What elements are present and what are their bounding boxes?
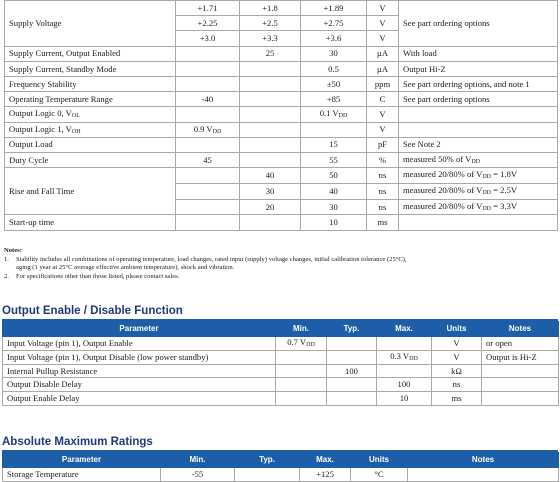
max-cell-text: +2.75 [323, 17, 344, 28]
table-row [3, 378, 559, 392]
subscript: DD [482, 206, 491, 213]
table-row [5, 76, 558, 91]
max-cell [301, 168, 367, 184]
min-cell [276, 392, 327, 406]
min-cell-text: -40 [201, 93, 214, 104]
subscript: DD [306, 342, 315, 349]
subscript: DD [482, 174, 491, 181]
parameter-cell [5, 137, 176, 152]
parameter-cell [5, 1, 176, 47]
max-cell-text: 15 [329, 139, 338, 150]
min-cell [176, 16, 240, 31]
typ-cell-text: +2.5 [262, 17, 278, 28]
units-cell [367, 46, 399, 61]
column-header: Typ. [327, 322, 377, 337]
notes-cell [399, 215, 558, 230]
column-header: Units [432, 322, 482, 337]
units-cell [367, 76, 399, 91]
column-header: Notes [408, 453, 559, 468]
absolute-max-table [2, 452, 559, 482]
column-header: Typ. [235, 453, 300, 468]
typ-cell [240, 183, 301, 199]
parameter-cell-text: Input Voltage (pin 1), Output Enable [7, 338, 133, 349]
typ-cell [240, 122, 301, 137]
units-cell [367, 122, 399, 137]
column-header: Parameter [3, 453, 161, 468]
subscript: OH [71, 128, 81, 135]
typ-cell [235, 468, 300, 482]
min-cell [176, 215, 240, 230]
note-line: For specifications other than those listed, please contact sales. [16, 273, 180, 281]
max-cell-text: 10 [329, 217, 338, 228]
units-cell [432, 350, 482, 364]
notes-cell [399, 122, 558, 137]
notes-cell-text: or open [486, 338, 513, 349]
notes-cell [399, 1, 558, 47]
electrical-spec-table [4, 0, 558, 231]
notes-cell-tail: = 2.5V [491, 185, 518, 196]
parameter-cell-text: Supply Voltage [9, 17, 62, 28]
units-cell-text: % [378, 154, 387, 165]
notes-cell [399, 61, 558, 76]
notes-cell-text: Output is Hi-Z [486, 351, 537, 362]
typ-cell [240, 31, 301, 46]
parameter-cell-text: Start-up time [9, 217, 55, 228]
min-cell [176, 199, 240, 215]
table-row [3, 350, 559, 364]
parameter-cell [5, 61, 176, 76]
parameter-cell [5, 215, 176, 230]
units-cell-text: C [379, 93, 386, 104]
units-cell-text: µA [376, 48, 389, 59]
parameter-cell [3, 350, 276, 364]
max-cell-text: 0.3 V [390, 351, 410, 362]
units-cell-text: V [379, 2, 386, 13]
subscript: DD [409, 356, 418, 363]
units-cell-text: µA [376, 63, 389, 74]
table-row [5, 168, 558, 184]
subscript: DD [338, 113, 348, 120]
typ-cell [240, 92, 301, 107]
typ-cell-text: +1.8 [262, 2, 278, 13]
notes-cell [399, 168, 558, 184]
notes-cell [399, 183, 558, 199]
min-cell [161, 468, 235, 482]
max-cell-text: 0.5 [328, 63, 339, 74]
notes-cell [399, 76, 558, 91]
absolute-max-title: Absolute Maximum Ratings [2, 436, 153, 448]
subscript: DD [212, 128, 222, 135]
notes-cell-text: See part ordering options [403, 93, 490, 104]
typ-cell-text: 40 [265, 170, 275, 181]
min-cell [176, 46, 240, 61]
typ-cell [240, 16, 301, 31]
max-cell [377, 392, 432, 406]
units-cell [367, 16, 399, 31]
table-row [3, 364, 559, 378]
parameter-cell [5, 168, 176, 215]
max-cell-text: +1.89 [323, 2, 344, 13]
units-cell [367, 137, 399, 152]
max-cell-text: 55 [329, 154, 338, 165]
max-cell-text: 50 [329, 170, 338, 181]
units-cell [432, 337, 482, 351]
typ-cell [327, 392, 377, 406]
units-cell-text: V [453, 351, 460, 362]
typ-cell [327, 364, 377, 378]
units-cell-text: V [379, 17, 386, 28]
max-cell [301, 76, 367, 91]
max-cell [301, 215, 367, 230]
units-cell-text: kΩ [451, 365, 462, 376]
notes-cell-text: Output Hi-Z [403, 63, 446, 74]
units-cell [367, 215, 399, 230]
typ-cell [240, 152, 301, 167]
notes-title: Notes: [4, 247, 22, 254]
parameter-cell-text: Output Disable Delay [7, 379, 82, 390]
column-header: Min. [161, 453, 235, 468]
typ-cell-text: 30 [265, 185, 275, 196]
units-cell [367, 183, 399, 199]
typ-cell [240, 199, 301, 215]
units-cell [432, 378, 482, 392]
output-enable-title: Output Enable / Disable Function [2, 305, 183, 317]
min-cell-text: 45 [203, 154, 212, 165]
max-cell [300, 468, 351, 482]
units-cell [367, 199, 399, 215]
table-row [5, 215, 558, 230]
min-cell [176, 107, 240, 122]
typ-cell [240, 1, 301, 16]
column-header: Max. [377, 322, 432, 337]
units-cell-text: pF [377, 139, 388, 150]
table-row [5, 1, 558, 16]
notes-cell [399, 46, 558, 61]
units-cell-text: ms [451, 393, 462, 404]
typ-cell [240, 61, 301, 76]
parameter-cell-text: Output Logic 1, V [9, 123, 72, 134]
notes-cell-text: measured 20/80% of V [403, 169, 483, 180]
table-row [5, 92, 558, 107]
typ-cell [327, 378, 377, 392]
parameter-cell-text: Supply Current, Output Enabled [9, 48, 121, 59]
min-cell-text: +1.71 [197, 2, 218, 13]
output-enable-table [2, 321, 559, 406]
max-cell-text: +85 [326, 93, 341, 104]
max-cell-text: 10 [399, 393, 409, 404]
min-cell-text: -55 [191, 469, 204, 480]
units-cell-text: ns [378, 170, 387, 181]
units-cell [367, 107, 399, 122]
parameter-cell [3, 364, 276, 378]
units-cell-text: V [379, 109, 386, 120]
parameter-cell [5, 76, 176, 91]
notes-cell [482, 350, 559, 364]
table-row [5, 107, 558, 122]
max-cell [301, 31, 367, 46]
units-cell-text: ns [378, 185, 387, 196]
notes-cell [482, 378, 559, 392]
subscript: OL [71, 113, 80, 120]
notes-cell-text: With load [403, 48, 437, 59]
typ-cell [240, 137, 301, 152]
table-row [5, 137, 558, 152]
notes-cell-text: measured 20/80% of V [403, 201, 483, 212]
min-cell [276, 378, 327, 392]
parameter-cell-text: Storage Temperature [7, 469, 79, 480]
max-cell [301, 92, 367, 107]
typ-cell [240, 46, 301, 61]
max-cell [301, 107, 367, 122]
column-header: Parameter [3, 322, 276, 337]
units-cell [367, 152, 399, 167]
notes-cell [408, 468, 559, 482]
units-cell-text: °C [374, 469, 384, 480]
max-cell-text: +125 [316, 469, 334, 480]
typ-cell [240, 76, 301, 91]
parameter-cell [3, 392, 276, 406]
max-cell-text: 40 [329, 185, 338, 196]
notes-cell-text: See part ordering options [403, 17, 490, 28]
parameter-cell-text: Supply Current, Standby Mode [9, 63, 117, 74]
units-cell [367, 31, 399, 46]
max-cell [377, 364, 432, 378]
max-cell [301, 1, 367, 16]
min-cell [276, 364, 327, 378]
min-cell [176, 92, 240, 107]
notes-cell [399, 137, 558, 152]
parameter-cell-text: Rise and Fall Time [9, 185, 75, 196]
typ-cell-text: 20 [265, 201, 275, 212]
units-cell-text: ms [377, 217, 388, 228]
note-number: 2. [4, 273, 9, 281]
notes-cell-text: measured 50% of V [403, 153, 472, 164]
note-number: 1. [4, 255, 9, 263]
min-cell [176, 1, 240, 16]
units-cell-text: V [453, 338, 460, 349]
notes-cell [399, 152, 558, 167]
subscript: DD [482, 190, 491, 197]
parameter-cell [3, 378, 276, 392]
parameter-cell [5, 92, 176, 107]
notes-cell-text: See part ordering options, and note 1 [403, 78, 530, 89]
min-cell [176, 168, 240, 184]
notes-cell [399, 107, 558, 122]
column-header: Notes [482, 322, 559, 337]
notes-cell [482, 392, 559, 406]
max-cell [301, 152, 367, 167]
max-cell [377, 337, 432, 351]
min-cell [176, 61, 240, 76]
note-text [16, 273, 179, 282]
parameter-cell-text: Output Logic 0, V [9, 108, 72, 119]
max-cell [301, 137, 367, 152]
note-text [16, 256, 407, 273]
units-cell [367, 168, 399, 184]
min-cell [176, 76, 240, 91]
max-cell [301, 16, 367, 31]
min-cell [176, 152, 240, 167]
column-header: Units [351, 453, 408, 468]
parameter-cell [5, 46, 176, 61]
min-cell [276, 337, 327, 351]
table-row [3, 468, 559, 482]
parameter-cell-text: Operating Temperature Range [9, 93, 113, 104]
max-cell-text: ±50 [326, 78, 341, 89]
parameter-cell [5, 122, 176, 137]
notes-cell [399, 92, 558, 107]
units-cell-text: ns [378, 201, 387, 212]
units-cell [367, 61, 399, 76]
max-cell-text: 30 [329, 201, 338, 212]
min-cell [276, 350, 327, 364]
units-cell-text: V [379, 124, 386, 135]
min-cell [176, 31, 240, 46]
parameter-cell [3, 337, 276, 351]
note-item [4, 256, 557, 273]
table-row [5, 152, 558, 167]
subscript: DD [471, 158, 481, 165]
parameter-cell-text: Output Enable Delay [7, 393, 80, 404]
units-cell [367, 1, 399, 16]
table-row [3, 392, 559, 406]
table-row [5, 61, 558, 76]
max-cell-text: +3.6 [325, 33, 342, 44]
min-cell [176, 122, 240, 137]
notes-cell-text: See Note 2 [403, 139, 441, 150]
notes-block [4, 247, 557, 282]
units-cell [367, 92, 399, 107]
column-header: Min. [276, 322, 327, 337]
parameter-cell-text: Output Load [9, 139, 53, 150]
min-cell [176, 183, 240, 199]
min-cell-text: 0.9 V [193, 123, 213, 134]
typ-cell-text: 100 [345, 365, 358, 376]
parameter-cell-text: Input Voltage (pin 1), Output Disable (low power standby) [7, 351, 209, 362]
column-header: Max. [300, 453, 351, 468]
max-cell-text: 0.1 V [319, 108, 339, 119]
notes-cell [482, 337, 559, 351]
min-cell-text: +2.25 [197, 17, 218, 28]
parameter-cell [5, 152, 176, 167]
parameter-cell [5, 107, 176, 122]
units-cell [432, 364, 482, 378]
typ-cell [327, 337, 377, 351]
min-cell [176, 137, 240, 152]
units-cell-text: V [379, 33, 386, 44]
notes-cell-text: measured 20/80% of V [403, 185, 483, 196]
max-cell [301, 122, 367, 137]
max-cell [301, 199, 367, 215]
min-cell-text: +3.0 [199, 33, 216, 44]
table-row [5, 46, 558, 61]
units-cell-text: ppm [374, 78, 391, 89]
typ-cell [327, 350, 377, 364]
note-item [4, 273, 557, 282]
max-cell [377, 378, 432, 392]
note-line: Stability includes all combinations of operating temperature, load changes, rated input (supply) voltage changes, initial calibration tolerance (25°C), [16, 255, 407, 263]
table-row [3, 337, 559, 351]
notes-cell-tail: = 3.3V [491, 201, 518, 212]
max-cell [301, 46, 367, 61]
units-cell [432, 392, 482, 406]
max-cell [301, 183, 367, 199]
typ-cell [240, 107, 301, 122]
parameter-cell-text: Duty Cycle [9, 154, 49, 165]
typ-cell [240, 215, 301, 230]
typ-cell [240, 168, 301, 184]
notes-cell [482, 364, 559, 378]
min-cell-text: 0.7 V [287, 337, 307, 348]
typ-cell-text: 25 [265, 48, 275, 59]
parameter-cell-text: Frequency Stability [9, 78, 77, 89]
max-cell-text: 30 [329, 48, 338, 59]
note-line: aging (1 year at 25°C average effective ambient temperature), shock and vibration. [16, 264, 235, 272]
parameter-cell [3, 468, 161, 482]
table-row [5, 122, 558, 137]
max-cell-text: 100 [397, 379, 411, 390]
parameter-cell-text: Internal Pullup Resistance [7, 365, 98, 376]
notes-cell-tail: = 1.8V [491, 169, 518, 180]
max-cell [301, 61, 367, 76]
typ-cell-text: +3.3 [262, 33, 278, 44]
max-cell [377, 350, 432, 364]
notes-cell [399, 199, 558, 215]
units-cell [351, 468, 408, 482]
units-cell-text: ns [452, 379, 461, 390]
